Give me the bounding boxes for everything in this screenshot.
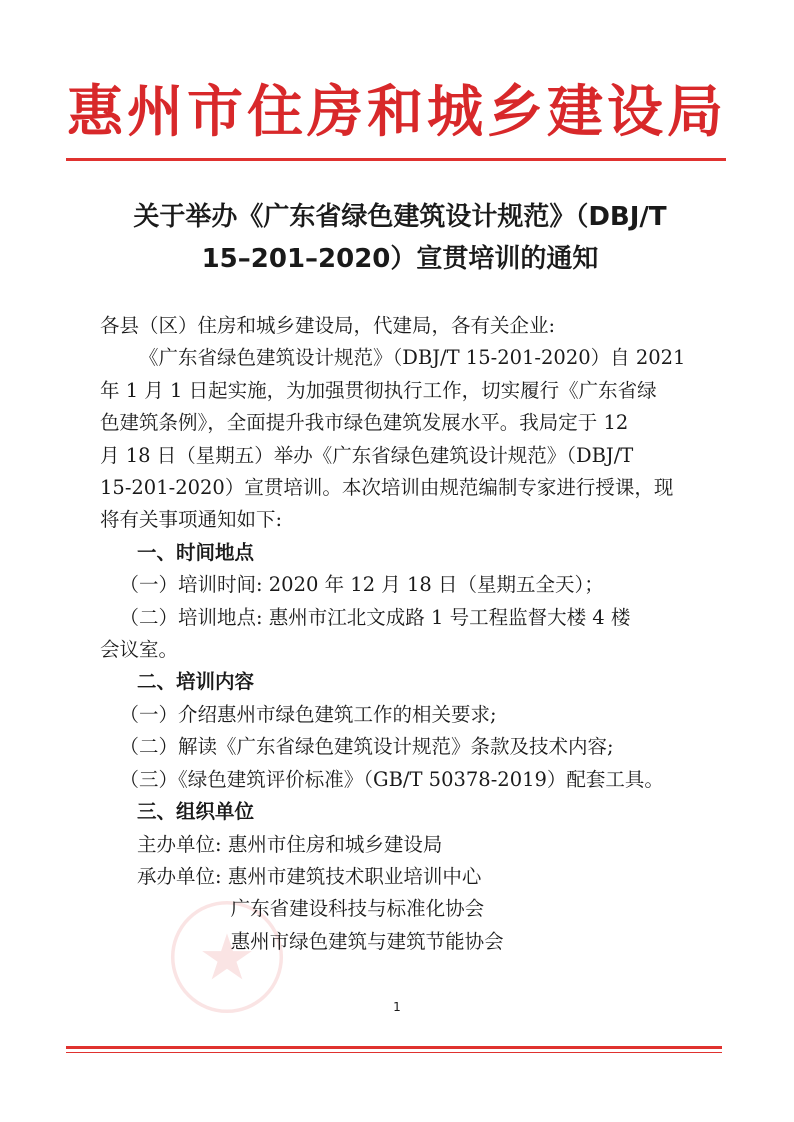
intro-line: 年 1 月 1 日起实施，为加强贯彻执行工作，切实履行《广东省绿 <box>100 378 657 402</box>
section-heading-time-place: 一、时间地点 <box>137 540 255 564</box>
notice-body <box>100 310 710 958</box>
footer-divider-thin <box>66 1052 722 1053</box>
footer-divider-thick <box>66 1046 722 1049</box>
masthead-divider <box>66 158 726 161</box>
intro-line: 将有关事项通知如下: <box>100 508 283 532</box>
agency-masthead: 惠州市住房和城乡建设局 <box>67 79 727 145</box>
intro-line: 15-201-2020）宣贯培训。本次培训由规范编制专家进行授课，现 <box>100 476 674 500</box>
host-unit: 主办单位: 惠州市住房和城乡建设局 <box>137 832 443 856</box>
list-item-continuation: 会议室。 <box>100 638 179 662</box>
section-heading-organizers: 三、组织单位 <box>137 800 255 824</box>
list-item: （一）介绍惠州市绿色建筑工作的相关要求; <box>119 702 497 726</box>
title-line-1: 关于举办《广东省绿色建筑设计规范》（DBJ/T <box>133 202 667 232</box>
list-item: （二）解读《广东省绿色建筑设计规范》条款及技术内容; <box>119 735 614 759</box>
co-organizer: 广东省建设科技与标准化协会 <box>230 897 485 921</box>
section-heading-content: 二、培训内容 <box>137 670 255 694</box>
list-item: （一）培训时间: 2020 年 12 月 18 日（星期五全天）； <box>119 573 604 597</box>
page-number: 1 <box>393 1000 401 1014</box>
list-item: （三）《绿色建筑评价标准》（GB/T 50378-2019）配套工具。 <box>119 767 664 791</box>
intro-line: 色建筑条例》，全面提升我市绿色建筑发展水平。我局定于 12 <box>100 411 629 435</box>
intro-line: 《广东省绿色建筑设计规范》（DBJ/T 15-201-2020）自 2021 <box>139 346 686 370</box>
list-item: （二）培训地点: 惠州市江北文成路 1 号工程监督大楼 4 楼 <box>119 605 631 629</box>
title-line-2: 15–201–2020）宣贯培训的通知 <box>201 244 599 274</box>
salutation: 各县（区）住房和城乡建设局，代建局，各有关企业: <box>100 314 556 337</box>
co-organizer: 惠州市绿色建筑与建筑节能协会 <box>230 929 504 953</box>
notice-title <box>80 196 720 280</box>
intro-line: 月 18 日（星期五）举办《广东省绿色建筑设计规范》（DBJ/T <box>100 443 634 467</box>
organizer-unit: 承办单位: 惠州市建筑技术职业培训中心 <box>137 864 482 888</box>
